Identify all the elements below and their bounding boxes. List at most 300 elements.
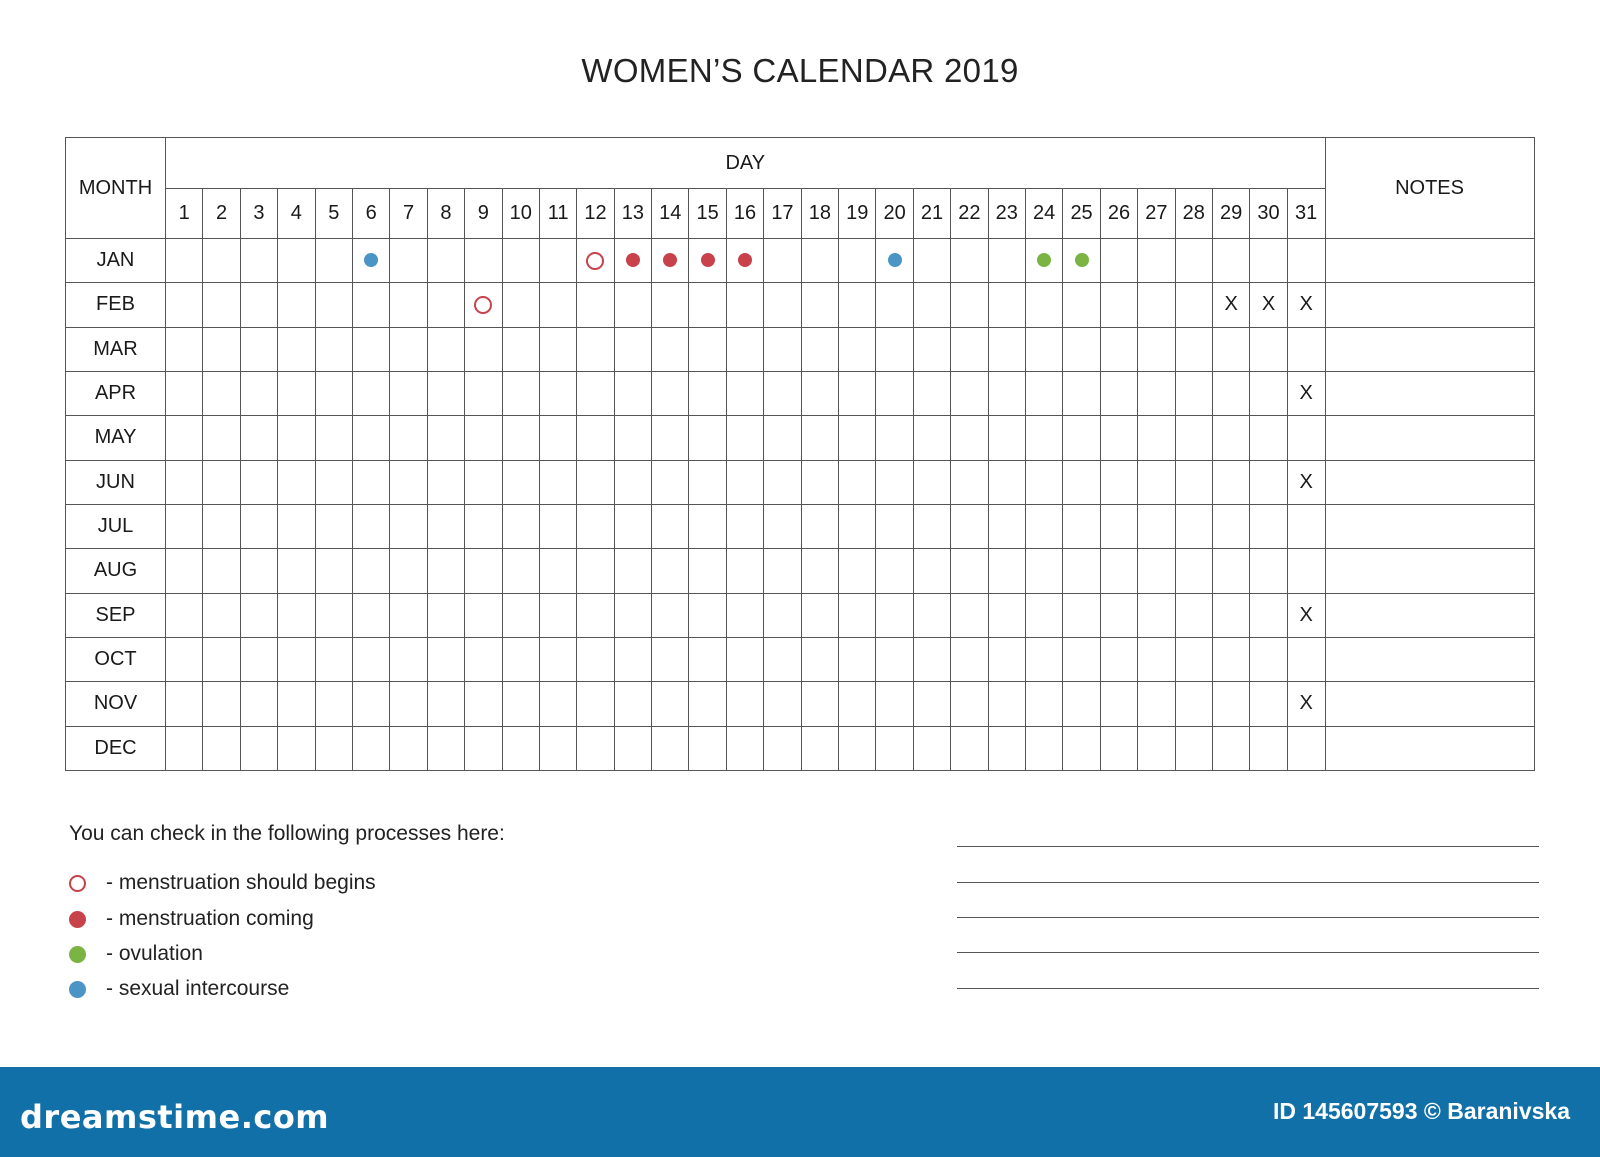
day-cell[interactable] [614, 549, 651, 593]
day-cell[interactable] [240, 637, 277, 681]
day-cell[interactable] [465, 460, 502, 504]
notes-cell[interactable] [1325, 726, 1534, 770]
day-cell[interactable] [390, 726, 427, 770]
day-cell[interactable] [315, 416, 352, 460]
day-cell[interactable] [1175, 416, 1212, 460]
notes-cell[interactable] [1325, 682, 1534, 726]
day-cell[interactable] [315, 460, 352, 504]
day-cell[interactable] [1212, 726, 1249, 770]
day-cell[interactable] [839, 283, 876, 327]
day-cell[interactable] [352, 327, 389, 371]
day-cell[interactable] [352, 416, 389, 460]
day-cell[interactable] [315, 283, 352, 327]
day-cell[interactable] [352, 726, 389, 770]
day-cell[interactable] [166, 283, 203, 327]
day-cell[interactable] [502, 416, 539, 460]
day-cell[interactable] [1138, 682, 1175, 726]
day-cell[interactable] [988, 371, 1025, 415]
day-cell[interactable] [203, 283, 240, 327]
notes-cell[interactable] [1325, 283, 1534, 327]
day-cell[interactable] [240, 239, 277, 283]
day-cell[interactable] [352, 549, 389, 593]
day-cell[interactable] [278, 239, 315, 283]
day-cell[interactable] [427, 637, 464, 681]
day-cell[interactable] [1025, 682, 1062, 726]
day-cell[interactable] [278, 283, 315, 327]
notes-cell[interactable] [1325, 416, 1534, 460]
day-cell[interactable] [427, 416, 464, 460]
day-cell[interactable] [390, 416, 427, 460]
day-cell[interactable] [1175, 504, 1212, 548]
day-cell[interactable] [913, 682, 950, 726]
day-cell[interactable] [427, 239, 464, 283]
day-cell[interactable] [614, 371, 651, 415]
day-cell[interactable] [951, 726, 988, 770]
day-cell[interactable] [1138, 371, 1175, 415]
day-cell[interactable] [577, 682, 614, 726]
day-cell[interactable] [203, 504, 240, 548]
day-cell[interactable] [764, 371, 801, 415]
day-cell[interactable] [390, 460, 427, 504]
day-cell[interactable] [166, 549, 203, 593]
day-cell[interactable] [1212, 416, 1249, 460]
day-cell[interactable] [166, 371, 203, 415]
day-cell[interactable] [1100, 682, 1137, 726]
day-cell[interactable] [315, 726, 352, 770]
day-cell[interactable] [689, 327, 726, 371]
day-cell[interactable] [1287, 504, 1325, 548]
day-cell[interactable] [1250, 726, 1287, 770]
day-cell[interactable] [614, 327, 651, 371]
day-cell[interactable] [1138, 327, 1175, 371]
day-cell[interactable] [726, 283, 763, 327]
notes-line[interactable] [957, 882, 1539, 883]
day-cell[interactable] [876, 460, 913, 504]
day-cell[interactable] [764, 637, 801, 681]
day-cell[interactable] [539, 283, 576, 327]
day-cell[interactable] [1063, 239, 1100, 283]
day-cell[interactable] [502, 283, 539, 327]
day-cell[interactable] [465, 593, 502, 637]
day-cell[interactable] [1025, 416, 1062, 460]
day-cell[interactable] [577, 549, 614, 593]
day-cell[interactable] [1287, 416, 1325, 460]
day-cell[interactable] [427, 283, 464, 327]
day-cell[interactable] [764, 593, 801, 637]
day-cell[interactable] [1175, 239, 1212, 283]
day-cell[interactable] [240, 504, 277, 548]
day-cell[interactable] [1175, 682, 1212, 726]
day-cell[interactable] [577, 637, 614, 681]
day-cell[interactable] [203, 637, 240, 681]
day-cell[interactable] [539, 637, 576, 681]
day-cell[interactable] [689, 371, 726, 415]
day-cell[interactable] [502, 726, 539, 770]
day-cell[interactable] [278, 593, 315, 637]
day-cell[interactable] [278, 726, 315, 770]
day-cell[interactable] [652, 549, 689, 593]
notes-cell[interactable] [1325, 460, 1534, 504]
day-cell[interactable] [876, 637, 913, 681]
day-cell[interactable] [166, 239, 203, 283]
day-cell[interactable] [390, 593, 427, 637]
day-cell[interactable] [1025, 504, 1062, 548]
day-cell[interactable] [1250, 682, 1287, 726]
day-cell[interactable] [352, 593, 389, 637]
day-cell[interactable] [465, 504, 502, 548]
day-cell[interactable] [876, 549, 913, 593]
day-cell[interactable] [801, 327, 838, 371]
day-cell[interactable] [1287, 593, 1325, 637]
day-cell[interactable] [801, 283, 838, 327]
day-cell[interactable] [539, 593, 576, 637]
day-cell[interactable] [876, 239, 913, 283]
day-cell[interactable] [839, 371, 876, 415]
day-cell[interactable] [988, 416, 1025, 460]
day-cell[interactable] [203, 726, 240, 770]
day-cell[interactable] [315, 549, 352, 593]
day-cell[interactable] [1212, 682, 1249, 726]
day-cell[interactable] [1250, 283, 1287, 327]
day-cell[interactable] [240, 682, 277, 726]
day-cell[interactable] [801, 637, 838, 681]
day-cell[interactable] [1138, 504, 1175, 548]
day-cell[interactable] [951, 460, 988, 504]
day-cell[interactable] [876, 504, 913, 548]
day-cell[interactable] [801, 549, 838, 593]
day-cell[interactable] [390, 549, 427, 593]
day-cell[interactable] [166, 460, 203, 504]
day-cell[interactable] [1250, 460, 1287, 504]
day-cell[interactable] [577, 239, 614, 283]
day-cell[interactable] [577, 726, 614, 770]
day-cell[interactable] [502, 593, 539, 637]
day-cell[interactable] [502, 460, 539, 504]
day-cell[interactable] [315, 327, 352, 371]
day-cell[interactable] [1212, 283, 1249, 327]
day-cell[interactable] [539, 327, 576, 371]
day-cell[interactable] [839, 549, 876, 593]
notes-line[interactable] [957, 917, 1539, 918]
day-cell[interactable] [839, 637, 876, 681]
day-cell[interactable] [801, 416, 838, 460]
day-cell[interactable] [614, 239, 651, 283]
day-cell[interactable] [577, 593, 614, 637]
day-cell[interactable] [502, 239, 539, 283]
day-cell[interactable] [1100, 416, 1137, 460]
day-cell[interactable] [1100, 283, 1137, 327]
day-cell[interactable] [876, 283, 913, 327]
day-cell[interactable] [726, 504, 763, 548]
day-cell[interactable] [1063, 637, 1100, 681]
day-cell[interactable] [1063, 593, 1100, 637]
day-cell[interactable] [577, 371, 614, 415]
day-cell[interactable] [1138, 726, 1175, 770]
day-cell[interactable] [726, 327, 763, 371]
day-cell[interactable] [577, 460, 614, 504]
day-cell[interactable] [1175, 327, 1212, 371]
day-cell[interactable] [988, 549, 1025, 593]
day-cell[interactable] [1212, 549, 1249, 593]
day-cell[interactable] [839, 327, 876, 371]
day-cell[interactable] [203, 239, 240, 283]
day-cell[interactable] [764, 416, 801, 460]
day-cell[interactable] [1100, 460, 1137, 504]
day-cell[interactable] [166, 593, 203, 637]
day-cell[interactable] [539, 416, 576, 460]
day-cell[interactable] [1250, 593, 1287, 637]
day-cell[interactable] [240, 593, 277, 637]
day-cell[interactable] [240, 726, 277, 770]
day-cell[interactable] [352, 283, 389, 327]
day-cell[interactable] [652, 416, 689, 460]
notes-cell[interactable] [1325, 239, 1534, 283]
day-cell[interactable] [876, 726, 913, 770]
day-cell[interactable] [913, 283, 950, 327]
day-cell[interactable] [502, 371, 539, 415]
day-cell[interactable] [764, 460, 801, 504]
day-cell[interactable] [1175, 283, 1212, 327]
day-cell[interactable] [689, 593, 726, 637]
day-cell[interactable] [465, 371, 502, 415]
day-cell[interactable] [465, 637, 502, 681]
day-cell[interactable] [876, 327, 913, 371]
day-cell[interactable] [652, 593, 689, 637]
day-cell[interactable] [988, 239, 1025, 283]
day-cell[interactable] [502, 504, 539, 548]
day-cell[interactable] [614, 416, 651, 460]
day-cell[interactable] [951, 682, 988, 726]
day-cell[interactable] [1250, 327, 1287, 371]
day-cell[interactable] [465, 726, 502, 770]
day-cell[interactable] [352, 460, 389, 504]
day-cell[interactable] [465, 682, 502, 726]
day-cell[interactable] [726, 549, 763, 593]
day-cell[interactable] [1212, 460, 1249, 504]
day-cell[interactable] [1250, 371, 1287, 415]
day-cell[interactable] [876, 416, 913, 460]
day-cell[interactable] [1212, 637, 1249, 681]
day-cell[interactable] [203, 593, 240, 637]
day-cell[interactable] [1025, 371, 1062, 415]
day-cell[interactable] [1100, 549, 1137, 593]
day-cell[interactable] [240, 549, 277, 593]
day-cell[interactable] [876, 371, 913, 415]
day-cell[interactable] [1100, 371, 1137, 415]
day-cell[interactable] [839, 593, 876, 637]
day-cell[interactable] [427, 549, 464, 593]
day-cell[interactable] [1100, 504, 1137, 548]
day-cell[interactable] [539, 239, 576, 283]
day-cell[interactable] [652, 460, 689, 504]
day-cell[interactable] [502, 637, 539, 681]
day-cell[interactable] [988, 593, 1025, 637]
day-cell[interactable] [1250, 549, 1287, 593]
day-cell[interactable] [539, 504, 576, 548]
day-cell[interactable] [1287, 327, 1325, 371]
day-cell[interactable] [1063, 460, 1100, 504]
day-cell[interactable] [166, 637, 203, 681]
day-cell[interactable] [839, 239, 876, 283]
day-cell[interactable] [614, 283, 651, 327]
day-cell[interactable] [1025, 460, 1062, 504]
notes-cell[interactable] [1325, 593, 1534, 637]
day-cell[interactable] [951, 593, 988, 637]
day-cell[interactable] [240, 327, 277, 371]
day-cell[interactable] [951, 283, 988, 327]
day-cell[interactable] [913, 637, 950, 681]
day-cell[interactable] [951, 371, 988, 415]
day-cell[interactable] [1250, 637, 1287, 681]
day-cell[interactable] [652, 726, 689, 770]
day-cell[interactable] [203, 371, 240, 415]
day-cell[interactable] [689, 637, 726, 681]
day-cell[interactable] [278, 504, 315, 548]
day-cell[interactable] [951, 327, 988, 371]
day-cell[interactable] [876, 593, 913, 637]
day-cell[interactable] [614, 726, 651, 770]
notes-cell[interactable] [1325, 549, 1534, 593]
day-cell[interactable] [278, 549, 315, 593]
day-cell[interactable] [203, 549, 240, 593]
day-cell[interactable] [1025, 637, 1062, 681]
day-cell[interactable] [577, 283, 614, 327]
day-cell[interactable] [652, 371, 689, 415]
day-cell[interactable] [352, 371, 389, 415]
day-cell[interactable] [1063, 327, 1100, 371]
day-cell[interactable] [203, 682, 240, 726]
day-cell[interactable] [1287, 371, 1325, 415]
day-cell[interactable] [577, 327, 614, 371]
day-cell[interactable] [726, 637, 763, 681]
day-cell[interactable] [1250, 239, 1287, 283]
day-cell[interactable] [614, 504, 651, 548]
day-cell[interactable] [1138, 460, 1175, 504]
day-cell[interactable] [352, 239, 389, 283]
day-cell[interactable] [352, 682, 389, 726]
notes-line[interactable] [957, 988, 1539, 989]
day-cell[interactable] [1025, 593, 1062, 637]
day-cell[interactable] [913, 416, 950, 460]
day-cell[interactable] [427, 327, 464, 371]
day-cell[interactable] [427, 593, 464, 637]
notes-cell[interactable] [1325, 371, 1534, 415]
day-cell[interactable] [988, 327, 1025, 371]
day-cell[interactable] [913, 726, 950, 770]
day-cell[interactable] [390, 682, 427, 726]
day-cell[interactable] [315, 637, 352, 681]
day-cell[interactable] [1063, 416, 1100, 460]
day-cell[interactable] [801, 726, 838, 770]
day-cell[interactable] [1138, 549, 1175, 593]
day-cell[interactable] [764, 504, 801, 548]
day-cell[interactable] [876, 682, 913, 726]
day-cell[interactable] [427, 371, 464, 415]
day-cell[interactable] [166, 682, 203, 726]
day-cell[interactable] [951, 504, 988, 548]
day-cell[interactable] [689, 239, 726, 283]
day-cell[interactable] [427, 504, 464, 548]
day-cell[interactable] [951, 239, 988, 283]
day-cell[interactable] [1100, 637, 1137, 681]
day-cell[interactable] [951, 549, 988, 593]
day-cell[interactable] [652, 327, 689, 371]
day-cell[interactable] [764, 726, 801, 770]
day-cell[interactable] [278, 371, 315, 415]
day-cell[interactable] [801, 460, 838, 504]
day-cell[interactable] [465, 239, 502, 283]
day-cell[interactable] [1287, 460, 1325, 504]
day-cell[interactable] [315, 593, 352, 637]
day-cell[interactable] [764, 283, 801, 327]
day-cell[interactable] [1138, 593, 1175, 637]
brand-logo[interactable]: dreamstime.com [20, 1098, 330, 1136]
day-cell[interactable] [1175, 726, 1212, 770]
day-cell[interactable] [1063, 726, 1100, 770]
day-cell[interactable] [614, 637, 651, 681]
day-cell[interactable] [614, 682, 651, 726]
day-cell[interactable] [390, 283, 427, 327]
day-cell[interactable] [839, 460, 876, 504]
day-cell[interactable] [726, 416, 763, 460]
day-cell[interactable] [539, 460, 576, 504]
day-cell[interactable] [764, 549, 801, 593]
day-cell[interactable] [988, 504, 1025, 548]
day-cell[interactable] [726, 593, 763, 637]
day-cell[interactable] [764, 327, 801, 371]
day-cell[interactable] [539, 726, 576, 770]
day-cell[interactable] [203, 460, 240, 504]
day-cell[interactable] [577, 416, 614, 460]
day-cell[interactable] [390, 371, 427, 415]
day-cell[interactable] [1138, 283, 1175, 327]
day-cell[interactable] [988, 726, 1025, 770]
day-cell[interactable] [315, 371, 352, 415]
day-cell[interactable] [427, 460, 464, 504]
day-cell[interactable] [278, 682, 315, 726]
day-cell[interactable] [1100, 239, 1137, 283]
day-cell[interactable] [726, 726, 763, 770]
day-cell[interactable] [913, 593, 950, 637]
day-cell[interactable] [726, 239, 763, 283]
day-cell[interactable] [1025, 549, 1062, 593]
day-cell[interactable] [913, 239, 950, 283]
day-cell[interactable] [278, 460, 315, 504]
day-cell[interactable] [726, 682, 763, 726]
day-cell[interactable] [1287, 637, 1325, 681]
day-cell[interactable] [1175, 549, 1212, 593]
day-cell[interactable] [240, 416, 277, 460]
day-cell[interactable] [1138, 416, 1175, 460]
day-cell[interactable] [689, 460, 726, 504]
notes-cell[interactable] [1325, 637, 1534, 681]
day-cell[interactable] [1063, 283, 1100, 327]
day-cell[interactable] [764, 682, 801, 726]
day-cell[interactable] [539, 682, 576, 726]
day-cell[interactable] [801, 504, 838, 548]
day-cell[interactable] [352, 637, 389, 681]
notes-cell[interactable] [1325, 327, 1534, 371]
day-cell[interactable] [951, 637, 988, 681]
day-cell[interactable] [390, 239, 427, 283]
day-cell[interactable] [913, 327, 950, 371]
day-cell[interactable] [1287, 726, 1325, 770]
day-cell[interactable] [652, 283, 689, 327]
day-cell[interactable] [278, 327, 315, 371]
day-cell[interactable] [539, 371, 576, 415]
day-cell[interactable] [839, 504, 876, 548]
day-cell[interactable] [166, 726, 203, 770]
